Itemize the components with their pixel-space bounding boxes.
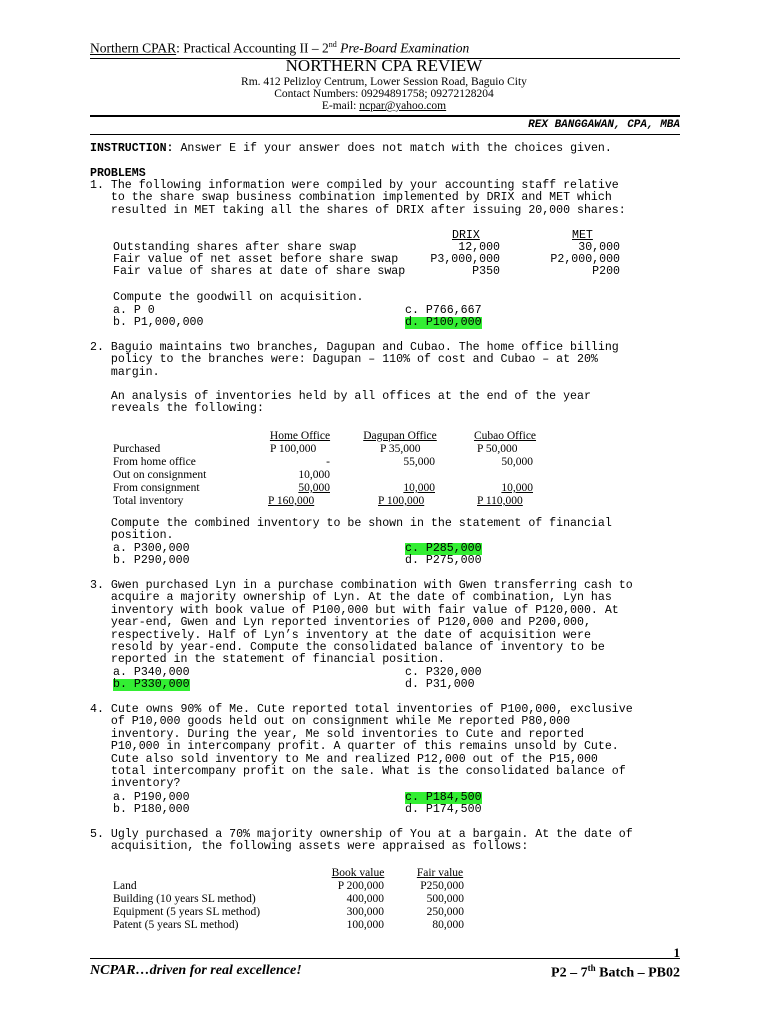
q2-row-cubao: P 50,000 <box>477 443 518 455</box>
subject-sup: nd <box>328 40 337 49</box>
q4-line: inventory? <box>90 777 181 791</box>
q2-row-label: Total inventory <box>113 495 184 507</box>
q2-row-cubao: 50,000 <box>501 456 533 468</box>
q2-row-dagupan: P 35,000 <box>380 443 421 455</box>
q3-line: year-end, Gwen and Lyn reported inventories of P120,000 and P200,000, <box>90 616 591 630</box>
q1-text <box>90 180 626 217</box>
q2-line: 2. Baguio maintains two branches, Dagupan and Cubao. The home office billing <box>90 341 619 354</box>
page-number: 1 <box>673 945 680 960</box>
q2-row-cubao: P 110,000 <box>477 495 523 507</box>
q4-choice-a: a. P190,000 <box>113 791 190 804</box>
q5-row-label: Patent (5 years SL method) <box>113 919 239 931</box>
q2-row-home: 10,000 <box>298 469 330 481</box>
q1-question: Compute the goodwill on acquisition. <box>113 291 364 304</box>
q1-col-drix: DRIX <box>452 229 480 242</box>
q5-row-book: 100,000 <box>346 919 384 931</box>
q3-line: 3. Gwen purchased Lyn in a purchase combination with Gwen transferring cash to <box>90 579 633 592</box>
q4-line: inventory. During the year, Me sold inventories to Cute and reported <box>90 727 584 741</box>
q1-row-label: Fair value of shares at date of share swap <box>113 265 406 278</box>
q3-line: inventory with book value of P100,000 but with fair value of P120,000. At <box>90 603 619 617</box>
q1-row-label: Outstanding shares after share swap <box>113 241 357 254</box>
q2-row-dagupan: P 100,000 <box>378 495 425 507</box>
q5-text <box>90 829 633 854</box>
q5-line: acquisition, the following assets were appraised as follows: <box>90 840 529 854</box>
email-label: E-mail: <box>321 100 360 112</box>
q3-line: respectively. Half of Lyn’s inventory at the date of acquisition were <box>90 628 591 642</box>
q2-row-home: - <box>326 456 330 468</box>
q2-row-label: Out on consignment <box>113 469 207 481</box>
q3-line: acquire a majority ownership of Lyn. At the date of combination, Lyn has <box>90 591 612 605</box>
q4-line: P10,000 in intercompany profit. A quarter of this remains unsold by Cute. <box>90 740 619 754</box>
q3-choice-c: c. P320,000 <box>405 666 482 679</box>
email-line <box>0 100 768 112</box>
q2-row-label: From consignment <box>113 482 200 494</box>
q1-line: 1. The following information were compiled by your accounting staff relative <box>90 179 619 192</box>
q2-row-label: Purchased <box>113 443 161 455</box>
q2-row-dagupan: 55,000 <box>403 456 435 468</box>
q2-row-home: P 160,000 <box>268 495 315 507</box>
q3-text <box>90 580 633 667</box>
q4-line: total intercompany profit on the sale. What is the consolidated balance of <box>90 765 626 779</box>
q2-row-home: 50,000 <box>298 482 330 494</box>
q4-line: Cute also sold inventory to Me and realized P12,000 out of the P15,000 <box>90 752 598 766</box>
q5-row-fair: 500,000 <box>426 893 464 905</box>
q2-row-dagupan: 10,000 <box>403 482 435 494</box>
q2-text-2 <box>90 391 591 416</box>
subject-suffix: Pre-Board Examination <box>336 40 470 56</box>
q1-row-drix: 12,000 <box>458 241 500 254</box>
q1-choice-c: c. P766,667 <box>405 304 482 317</box>
q5-row-book: 300,000 <box>346 906 384 918</box>
q4-choice-b: b. P180,000 <box>113 803 190 816</box>
q2-choice-b: b. P290,000 <box>113 554 190 567</box>
q2-text <box>90 342 619 379</box>
q1-row-drix: P350 <box>472 265 500 278</box>
subject-prefix: : Practical Accounting II – 2 <box>176 40 329 56</box>
q4-text <box>90 704 633 791</box>
footer-tagline: NCPAR…driven for real excellence! <box>90 963 302 978</box>
q5-row-fair: 80,000 <box>432 919 464 931</box>
header-divider-thin <box>90 134 680 135</box>
q5-row-label: Equipment (5 years SL method) <box>113 906 261 918</box>
q3-line: resold by year-end. Compute the consolidated balance of inventory to be <box>90 641 605 655</box>
q3-choice-d: d. P31,000 <box>405 678 475 691</box>
q2-choice-c-answer: c. P285,000 <box>405 542 482 555</box>
org-name: Northern CPAR <box>90 40 177 56</box>
review-center-title: NORTHERN CPA REVIEW <box>285 56 483 75</box>
q5-row-label: Building (10 years SL method) <box>113 893 256 905</box>
q4-choice-d: d. P174,500 <box>405 803 482 816</box>
q2-line: An analysis of inventories held by all offices at the end of the year <box>90 390 591 403</box>
q1-choice-b: b. P1,000,000 <box>113 316 204 329</box>
email-link[interactable]: ncpar@yahoo.com <box>359 100 447 112</box>
q5-row-book: 400,000 <box>346 893 384 905</box>
q5-col-fair: Fair value <box>416 867 464 879</box>
footer-divider <box>90 958 680 959</box>
q1-row-met: 30,000 <box>578 241 620 254</box>
q2-col-home: Home Office <box>269 430 331 442</box>
q1-choice-a: a. P 0 <box>113 304 155 317</box>
q5-row-label: Land <box>113 880 137 892</box>
q2-question-line: Compute the combined inventory to be shown in the statement of financial <box>90 517 612 530</box>
q1-col-met: MET <box>572 229 593 242</box>
q2-row-home: P 100,000 <box>270 443 317 455</box>
q2-question <box>90 518 612 543</box>
q1-row-label: Fair value of net asset before share swap <box>113 253 399 266</box>
q2-choice-d: d. P275,000 <box>405 554 482 567</box>
batch-suffix: Batch – PB02 <box>595 965 680 981</box>
problems-heading: PROBLEMS <box>90 167 146 180</box>
instruction-text: Answer E if your answer does not match with the choices given. <box>173 142 612 155</box>
q1-choice-d-answer: d. P100,000 <box>405 316 482 329</box>
footer-batch <box>520 963 680 982</box>
q1-row-met: P2,000,000 <box>550 253 620 266</box>
q1-line: to the share swap business combination implemented by DRIX and MET which <box>90 191 612 205</box>
q1-row-drix: P3,000,000 <box>430 253 500 266</box>
batch-prefix: P2 – 7 <box>551 965 588 981</box>
q2-row-cubao: 10,000 <box>501 482 533 494</box>
q5-line: 5. Ugly purchased a 70% majority ownership of You at a bargain. At the date of <box>90 828 633 841</box>
q3-choice-b-answer: b. P330,000 <box>113 678 190 691</box>
q1-line: resulted in MET taking all the shares of DRIX after issuing 20,000 shares: <box>90 203 626 217</box>
author-name: REX BANGGAWAN, CPA, MBA <box>528 119 680 131</box>
q4-line: of P10,000 goods held out on consignment while Me reported P80,000 <box>90 715 571 729</box>
q4-line: 4. Cute owns 90% of Me. Cute reported total inventories of P100,000, exclusive <box>90 703 633 716</box>
instruction <box>90 143 612 155</box>
address: Rm. 412 Pelizloy Centrum, Lower Session Road, Baguio City <box>241 76 527 88</box>
batch-sup: th <box>587 963 596 973</box>
q2-row-label: From home office <box>113 456 196 468</box>
q5-row-book: P 200,000 <box>337 880 384 892</box>
q2-col-cubao: Cubao Office <box>473 430 537 442</box>
q4-choice-c-answer: c. P184,500 <box>405 791 482 804</box>
contact-numbers: Contact Numbers: 09294891758; 09272128204 <box>274 88 494 100</box>
q2-line: reveals the following: <box>90 402 264 416</box>
q1-row-met: P200 <box>592 265 620 278</box>
q2-col-dagupan: Dagupan Office <box>363 430 437 442</box>
q2-choice-a: a. P300,000 <box>113 542 190 555</box>
q2-question-line: position. <box>90 529 174 543</box>
q2-line: policy to the branches were: Dagupan – 110% of cost and Cubao – at 20% <box>90 353 598 367</box>
q5-col-book: Book value <box>331 867 385 879</box>
q3-line: reported in the statement of financial position. <box>90 653 445 667</box>
q5-row-fair: P250,000 <box>420 880 464 892</box>
instruction-label: INSTRUCTION: <box>90 142 174 155</box>
q2-line: margin. <box>90 365 160 379</box>
q3-choice-a: a. P340,000 <box>113 666 190 679</box>
header-divider <box>90 115 680 117</box>
q5-row-fair: 250,000 <box>426 906 464 918</box>
